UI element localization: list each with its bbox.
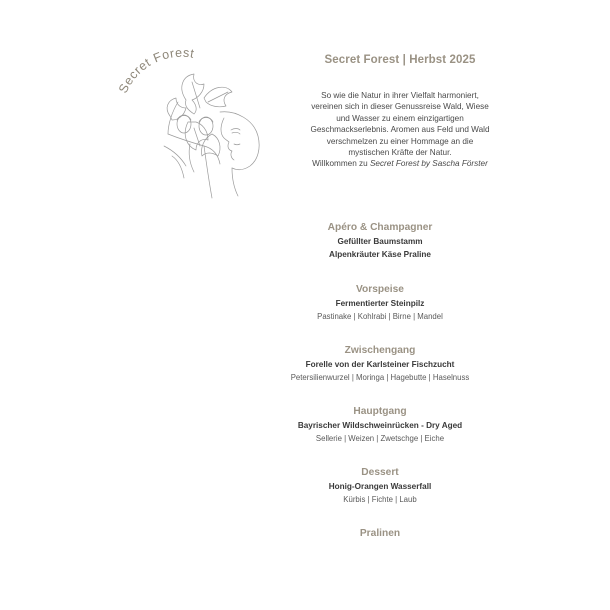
dish: Bayrischer Wildschweinrücken - Dry Aged [297,421,463,430]
intro-line: vereinen sich in dieser Genussreise Wald, Wiese [311,102,489,112]
course-name: Hauptgang [353,406,407,417]
menu-title: Secret Forest | Herbst 2025 [324,54,476,66]
course-zwischengang [260,345,500,383]
logo-text: Secret Forest [115,45,196,96]
intro-line: und Wasser zu einem einzigartigen [336,113,464,123]
course-vorspeise [260,284,500,322]
course-apero [260,222,500,261]
ingredients: Pastinake | Kohlrabi | Birne | Mandel [317,311,443,321]
dish: Honig-Orangen Wasserfall [328,482,432,491]
intro-line: mystischen Kräfte der Natur. [348,148,452,158]
course-name: Zwischengang [344,345,416,356]
course-name: Vorspeise [356,284,404,295]
intro-line: Geschmackserlebnis. Aromen aus Feld und Wald [310,125,490,135]
dish: Fermentierter Steinpilz [335,299,425,308]
course-name: Pralinen [359,528,401,539]
course-hauptgang [260,406,500,444]
dish: Gefüllter Baumstamm [337,237,423,246]
course-name: Dessert [361,467,399,478]
dish: Alpenkräuter Käse Praline [329,249,431,259]
intro-line: verschmelzen zu einer Hommage an die [326,136,474,146]
forest-face-line-art-icon [108,38,278,208]
course-dessert [260,467,500,505]
ingredients: Petersilienwurzel | Moringa | Hagebutte | Haselnuss [290,372,470,382]
course-name: Apéro & Champagner [327,222,433,233]
intro-section [285,54,515,170]
intro-line: So wie die Natur in ihrer Vielfalt harmoniert, [321,91,479,100]
ingredients: Sellerie | Weizen | Zwetschge | Eiche [315,433,445,443]
welcome-line [285,158,515,169]
intro-text [285,90,515,170]
dish: Forelle von der Karlsteiner Fischzucht [305,360,455,369]
course-pralinen [260,528,500,539]
ingredients: Kürbis | Fichte | Laub [343,494,417,504]
welcome-signature: Secret Forest by Sascha Förster [369,159,488,169]
menu-courses [260,222,500,562]
welcome-prefix: Willkommen zu [312,159,370,169]
